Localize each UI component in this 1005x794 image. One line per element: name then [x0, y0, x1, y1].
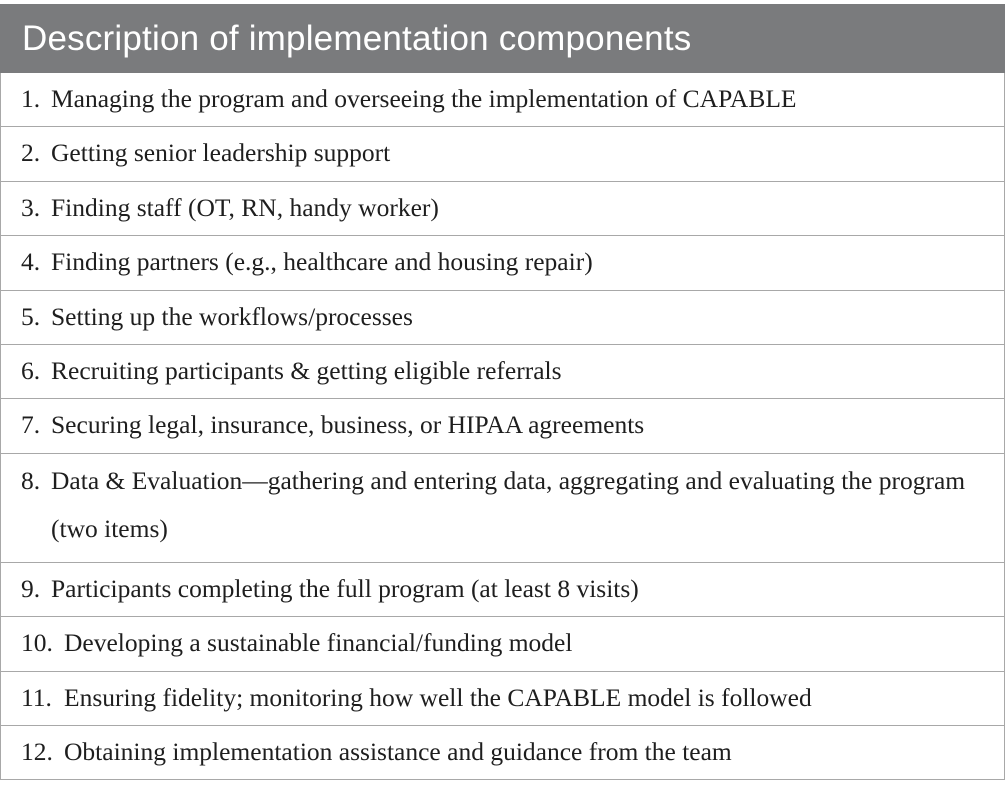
- table-row: [1, 617, 1004, 671]
- row-number: 10.: [21, 628, 53, 658]
- row-number: 4.: [21, 247, 41, 277]
- table-row: [1, 182, 1004, 236]
- table-body: [0, 73, 1005, 780]
- row-number: 7.: [21, 410, 41, 440]
- row-number: 11.: [21, 682, 52, 712]
- row-text: Data & Evaluation—gathering and entering data, aggregating and evaluating the program (two items): [51, 465, 966, 543]
- row-number: 6.: [21, 355, 41, 385]
- row-number: 9.: [21, 573, 41, 603]
- table-row: [1, 454, 1004, 563]
- table-row: [1, 73, 1004, 127]
- row-text: Finding staff (OT, RN, handy worker): [51, 192, 439, 222]
- row-number: 8.: [21, 465, 41, 495]
- row-number: 1.: [21, 84, 41, 113]
- row-text: Developing a sustainable financial/funding model: [64, 628, 573, 658]
- table-row: [1, 672, 1004, 726]
- row-number: 12.: [21, 736, 53, 766]
- row-text: Finding partners (e.g., healthcare and housing repair): [51, 247, 593, 277]
- row-text: Getting senior leadership support: [51, 138, 391, 168]
- row-text: Obtaining implementation assistance and guidance from the team: [64, 736, 732, 766]
- table-row: [1, 127, 1004, 181]
- row-number: 5.: [21, 301, 41, 331]
- row-text: Ensuring fidelity; monitoring how well the CAPABLE model is followed: [64, 682, 812, 712]
- row-text: Securing legal, insurance, business, or HIPAA agreements: [51, 410, 645, 440]
- table-row: [1, 399, 1004, 453]
- row-text: Setting up the workflows/processes: [51, 301, 413, 331]
- table-row: [1, 345, 1004, 399]
- row-text: Participants completing the full program (at least 8 visits): [51, 573, 639, 603]
- row-text: Recruiting participants & getting eligible referrals: [51, 355, 562, 385]
- row-number: 3.: [21, 192, 41, 222]
- table-row: [1, 726, 1004, 780]
- table-row: [1, 236, 1004, 290]
- table-row: [1, 291, 1004, 345]
- implementation-components-table: [0, 4, 1005, 780]
- row-text: Managing the program and overseeing the implementation of CAPABLE: [51, 84, 797, 113]
- table-header: Description of implementation components: [0, 4, 1005, 73]
- table-row: [1, 563, 1004, 617]
- row-number: 2.: [21, 138, 41, 168]
